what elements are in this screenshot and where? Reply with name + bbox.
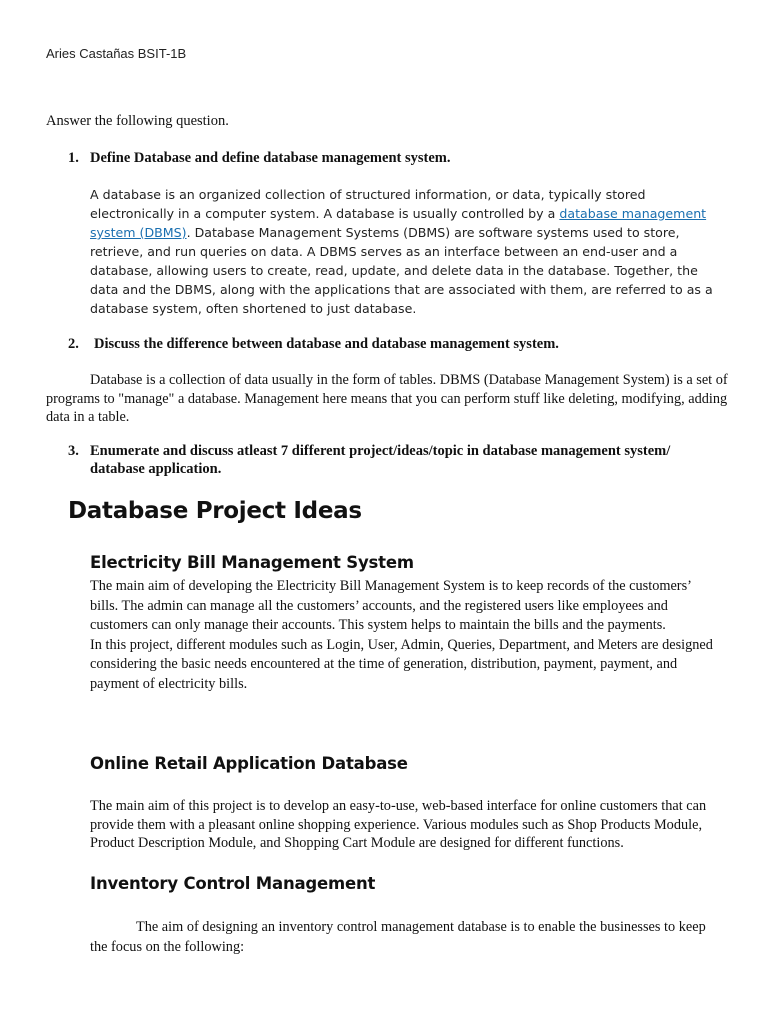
question-2-number: 2. [68, 336, 79, 352]
project-1-desc: The main aim of developing the Electricity Bill Management System is to keep records of the customers’ bills. The admin can manage all the customers’ accounts, and the registered users like employees and customers can only manage their accounts. This system helps to maintain the bills and the payments. In this project, different modules such as Login, User, Admin, Queries, Department, and Meters are designed considering the basic needs encountered at the time of generation, distribution, payment, payment, and payment of electricity bills. [90, 578, 713, 692]
answer-1: A database is an organized collection of structured information, or data, typically stored electronically in a computer system. A database is usually controlled by a database management system (DBMS). Database Management Systems (DBMS) are software systems used to store, retrieve, and run queries on data. A DBMS serves as an interface between an end-user and a database, allowing users to create, read, update, and delete data in the database. Together, the data and the DBMS, along with the applications that are associated with them, are referred to as a database system, often shortened to just database. [90, 187, 713, 316]
question-1 [68, 149, 451, 167]
question-3-number: 3. [68, 443, 79, 459]
instructions: Answer the following question. [46, 113, 229, 129]
project-2-title: Online Retail Application Database [90, 754, 408, 773]
question-1-number: 1. [68, 150, 79, 166]
question-1-title: Define Database and define database management system. [90, 150, 451, 166]
question-2-title: Discuss the difference between database and database management system. [94, 336, 559, 352]
project-1-title: Electricity Bill Management System [90, 553, 414, 572]
project-3-desc: The aim of designing an inventory control management database is to enable the businesses to keep the focus on the following: [90, 919, 706, 955]
answer-2: Database is a collection of data usually in the form of tables. DBMS (Database Management System) is a set of programs to "manage" a database. Management here means that you can perform stuff like deleting, modifying, adding data in a table. [46, 372, 728, 425]
section-title: Database Project Ideas [68, 498, 362, 524]
question-3 [68, 442, 710, 478]
dbms-link[interactable]: database management system (DBMS) [90, 206, 707, 240]
project-3-title: Inventory Control Management [90, 874, 376, 893]
author-header: Aries Castañas BSIT-1B [46, 46, 187, 61]
question-2 [68, 335, 559, 353]
question-3-title: Enumerate and discuss atleast 7 different project/ideas/topic in database management system/ database application. [90, 443, 671, 477]
project-2-desc: The main aim of this project is to develop an easy-to-use, web-based interface for online customers that can provide them with a pleasant online shopping experience. Various modules such as Shop Products Module, Product Description Module, and Shopping Cart Module are designed for different functions. [90, 798, 707, 851]
